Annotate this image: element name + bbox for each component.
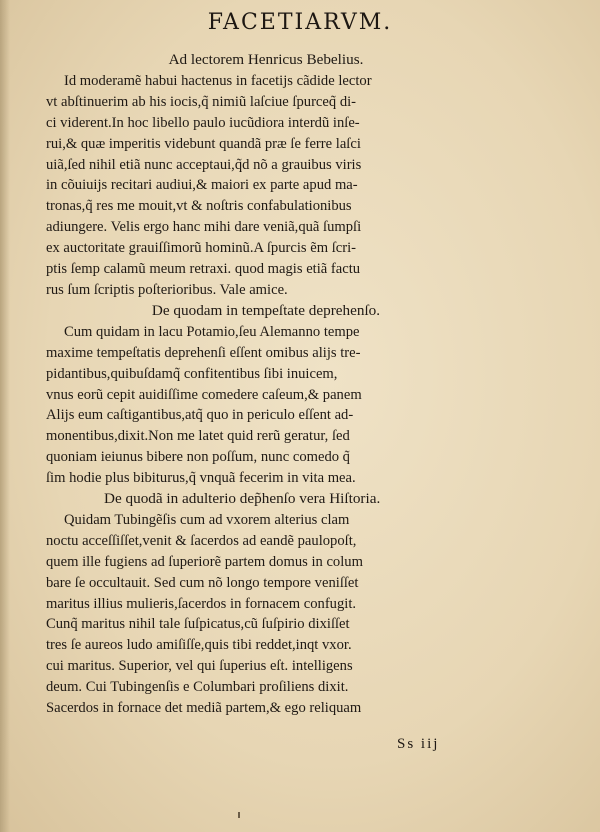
- text-line: rui,& quæ imperitis videbunt quandã præ ſe ferre laſci: [46, 135, 361, 152]
- text-line: monentibus,dixit.Non me latet quid rerũ geratur, ſed: [46, 428, 350, 445]
- text-line: maritus illius mulieris,ſacerdos in fornacem confugit.: [46, 595, 357, 612]
- text-block: [46, 50, 486, 719]
- text-line: vt abſtinuerim ab his iocis,q̃ nimiũ laſciue ſpurceq̃ di-: [46, 93, 357, 110]
- text-line: tronas,q̃ res me mouit,vt & noſtris confabulationibus: [46, 198, 352, 215]
- text-line: adiungere. Velis ergo hanc mihi dare veniã,quã ſumpſi: [46, 219, 362, 236]
- text-line: ptis ſemp calamũ meum retraxi. quod magis etiã factu: [46, 261, 361, 278]
- text-line: ci viderent.In hoc libello paulo iucũdiora interdũ inſe-: [46, 114, 360, 131]
- text-line: maxime tempeſtatis deprehenſi eſſent omibus alijs tre-: [46, 344, 361, 361]
- text-line: deum. Cui Tubingenſis e Columbari proſiliens dixit.: [46, 679, 349, 696]
- text-line: in cõuiuijs recitari audiui,& maiori ex parte apud ma-: [46, 177, 358, 194]
- text-line: cui maritus. Superior, vel qui ſuperius eſt. intelligens: [46, 658, 353, 675]
- story2-heading: De quodã in adulterio dep̃henſo vera Hiſtoria.: [104, 490, 381, 508]
- story2-paragraph: [46, 510, 486, 719]
- text-line: rus ſum ſcriptis poſterioribus. Vale amice.: [46, 281, 288, 298]
- page-edge-shadow: [0, 0, 10, 832]
- text-line: Cum quidam in lacu Potamio,ſeu Alemanno tempe: [64, 323, 360, 340]
- text-line: ſim hodie plus bibiturus,q̃ vnquã fecerim in vita mea.: [46, 470, 356, 487]
- text-line: Cunq̃ maritus nihil tale ſuſpicatus,cũ ſuſpirio dixiſſet: [46, 616, 350, 633]
- running-head: FACETIARVM.: [207, 10, 393, 35]
- text-line: tres ſe aureos ludo amiſiſſe,quis tibi reddet,inqt vxor.: [46, 637, 352, 654]
- text-line: noctu acceſſiſſet,venit & ſacerdos ad eandẽ paulopoſt,: [46, 532, 357, 549]
- text-line: quem ille fugiens ad ſuperiorẽ partem domus in colum: [46, 553, 363, 570]
- intro-paragraph: [46, 71, 486, 301]
- story1-heading: De quodam in tempeſtate deprehenſo.: [151, 301, 381, 319]
- story1-paragraph: [46, 322, 486, 489]
- text-line: vnus eorũ cepit auidiſſime comedere caſeum,& panem: [46, 386, 362, 403]
- text-line: ex auctoritate grauiſſimorũ hominũ.A ſpurcis ẽm ſcri-: [46, 240, 357, 257]
- signature-mark: Ss iij: [397, 736, 440, 752]
- text-line: Sacerdos in fornace det mediã partem,& ego reliquam: [46, 700, 362, 717]
- text-line: bare ſe occultauit. Sed cum nõ longo tempore veniſſet: [46, 574, 359, 591]
- intro-heading: Ad lectorem Henricus Bebelius.: [168, 51, 364, 68]
- ink-speck: [238, 812, 240, 818]
- text-line: uiã,ſed nihil etiã nunc acceptaui,q̃d nõ a grauibus viris: [46, 156, 362, 173]
- text-line: Id moderamẽ habui hactenus in facetijs cãdide lector: [64, 72, 372, 89]
- text-line: Quidam Tubingẽſis cum ad vxorem alterius clam: [64, 511, 350, 528]
- text-line: quoniam ieiunus bibere non poſſum, nunc comedo q̃: [46, 449, 350, 466]
- text-line: Alijs eum caſtigantibus,atq̃ quo in periculo eſſent ad-: [46, 407, 354, 424]
- text-line: pidantibus,quibuſdamq̃ confitentibus ſibi inuicem,: [46, 365, 338, 382]
